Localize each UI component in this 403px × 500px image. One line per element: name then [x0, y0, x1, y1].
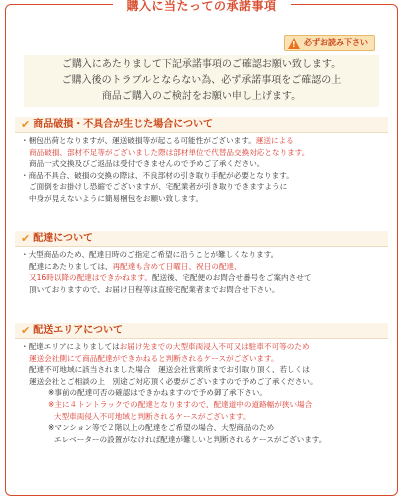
body-line [21, 387, 387, 399]
section-title: 配送エリアについて [33, 324, 124, 336]
body-text: ご面倒をお掛けし恐縮でございますが、宅配業者が引き取りできますように [29, 182, 288, 192]
body-text: 頂いておりますので、お届け日程等は直接宅配業者までお問合せ下さい。 [29, 284, 280, 294]
body-line [21, 170, 387, 182]
body-line [21, 422, 387, 434]
body-line [21, 411, 387, 423]
body-line [21, 193, 387, 205]
body-text: ・商品不具合、破損の交換の際は、不良部材の引き取り手配が必要となります。 [21, 170, 294, 180]
body-line [21, 249, 387, 261]
page-title: 購入に当たっての承諾事項 [112, 0, 290, 14]
body-text: 商品一式交換及びご返品は受付できませんので予めご了承ください。 [29, 159, 265, 169]
section-body [21, 341, 387, 445]
body-text: ・大型商品のため、配達日時のご指定ご希望に沿うことが難しくなります。 [21, 250, 279, 259]
body-line [21, 376, 387, 388]
body-line [21, 181, 387, 193]
badge-label: 必ずお読み下さい [304, 38, 368, 47]
body-line [21, 158, 387, 170]
section-body [21, 135, 387, 205]
intro-line: 商品ご購入のご検討をお願い申し上げます。 [101, 91, 302, 102]
highlighted-text: 又16時以降の配達はできかねます。 [29, 273, 152, 283]
body-line [21, 272, 387, 284]
body-line [21, 341, 387, 353]
section-heading-delivery [15, 231, 388, 247]
body-line [21, 399, 387, 411]
body-line [21, 434, 387, 446]
check-icon: ✔ [21, 323, 31, 337]
body-text: ・梱包出荷となりますが、運送破損等が起こる可能性がございます。 [21, 136, 256, 145]
body-line [21, 364, 387, 376]
intro-line: ご購入にあたりまして下記承諾事項のご確認お願い致します。 [61, 59, 342, 70]
section-heading-area [15, 323, 388, 339]
highlighted-text: 大型車両侵入不可地域と判断されるケースがございます。 [54, 411, 251, 421]
body-line [21, 284, 387, 296]
body-line [21, 135, 387, 147]
highlighted-text: 再配達も含めて日曜日、祝日の配達、 [112, 261, 242, 271]
terms-frame [5, 0, 398, 496]
highlighted-text: 運送会社側にて商品配達ができかねると判断されるケースがございます。 [29, 353, 279, 363]
section-body [21, 249, 387, 295]
body-text: 配達不可地域に該当されました場合 運送会社営業所までお引取り頂く、若しくは [29, 365, 310, 375]
section-title: 商品破損・不具合が生じた場合について [33, 118, 214, 130]
check-icon: ✔ [21, 117, 31, 131]
body-text: 中身が見えないように簡易梱包をお願い致します。 [29, 193, 204, 203]
body-text: 運送会社とご相談の上 別途ご対応頂く必要がございますので予めご了承ください。 [29, 376, 318, 386]
intro-box [24, 55, 379, 107]
highlighted-text: お届け先までの大型車両浸入不可又は駐車不可等のため [119, 342, 310, 351]
body-text: 配送後、宅配便のお問合せ番号をご案内させて [151, 273, 312, 283]
body-text: エレベーターの設置がなければ配達が難しいと判断されるケースがございます。 [54, 434, 327, 444]
check-icon: ✔ [21, 231, 31, 245]
highlighted-text: 運送による [255, 136, 294, 145]
body-line [21, 261, 387, 273]
body-line [21, 147, 387, 159]
section-title: 配達について [33, 232, 94, 244]
body-text: ※事前の配達可否の確認はできかねますので予め御了承下さい。 [48, 388, 267, 398]
body-line [21, 353, 387, 365]
body-text: ※マンション等で２階以上の配達をご希望の場合、大型商品のため [48, 423, 275, 433]
body-text: ・配達エリアによりましては [21, 342, 120, 351]
highlighted-text: ※主に４トントラックでの配達となりますので、配達道中の道路幅が狭い場合 [48, 399, 313, 409]
section-heading-damage [15, 117, 388, 133]
body-text: 配達にあたりましては、 [29, 261, 113, 271]
highlighted-text: 商品破損、部材不足等がございました際は部材単位で代替品交換対応となります。 [29, 147, 310, 157]
intro-line: ご購入後のトラブルとならない為、必ず承諾事項をご確認の上 [61, 75, 342, 86]
warning-icon: ! [288, 38, 300, 49]
must-read-badge [284, 35, 375, 51]
